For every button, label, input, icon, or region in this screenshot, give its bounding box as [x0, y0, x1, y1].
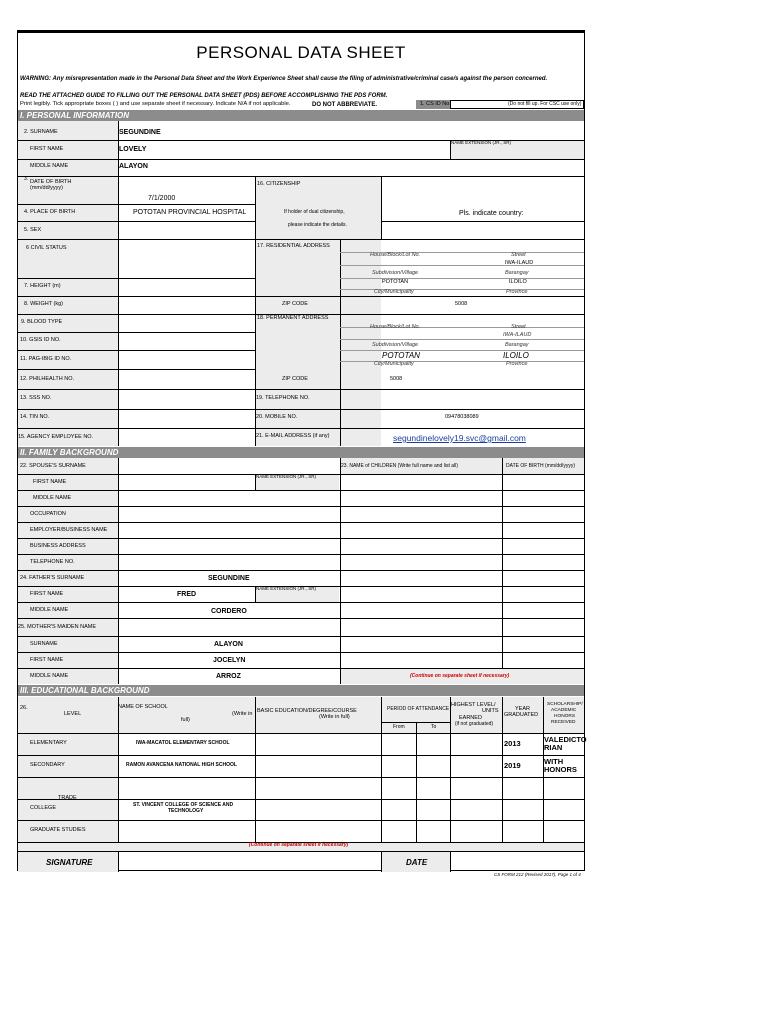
res-barangay-label: Barangay: [505, 270, 529, 276]
education-year-elementary[interactable]: 2013: [504, 739, 521, 748]
perm-city-label: City/Municipality: [374, 361, 414, 367]
education-level-graduate: GRADUATE STUDIES: [30, 827, 86, 833]
education-level-elementary: ELEMENTARY: [30, 740, 67, 746]
mother-first-name-value[interactable]: JOCELYN: [213, 657, 246, 664]
education-honor-elementary-1[interactable]: VALEDICTO: [544, 735, 587, 744]
first-name-value[interactable]: LOVELY: [119, 146, 147, 153]
print-legibly-text: Print legibly. Tick appropriate boxes ( ) and use separate sheet if necessary. Indicate N/A if not applicable.: [20, 101, 291, 107]
father-first-name-label: FIRST NAME: [30, 591, 64, 597]
date-label: DATE: [406, 858, 428, 867]
mobile-label: 20. MOBILE NO.: [256, 414, 298, 420]
dual-citizenship-note-1: If holder of dual citizenship,: [284, 209, 345, 215]
spouse-surname-label: 22. SPOUSE'S SURNAME: [20, 463, 86, 469]
perm-province-value[interactable]: ILOILO: [503, 351, 529, 360]
perm-barangay-label: Barangay: [505, 342, 529, 348]
perm-province-label: Province: [506, 361, 528, 367]
highest-level-4: (if not graduated): [455, 721, 494, 727]
middle-name-value[interactable]: ALAYON: [119, 163, 148, 170]
name-extension-label: NAME EXTENSION (JR., SR): [451, 140, 512, 145]
mother-surname-label: SURNAME: [30, 641, 58, 647]
do-not-abbreviate: DO NOT ABBREVIATE.: [312, 102, 378, 108]
highest-level-2: UNITS: [482, 708, 499, 714]
read-guide-text: READ THE ATTACHED GUIDE TO FILLING OUT THE PERSONAL DATA SHEET (PDS) BEFORE ACCOMPLISHING THE PDS FORM.: [20, 93, 388, 99]
father-surname-label: 24. FATHER'S SURNAME: [20, 575, 85, 581]
agency-employee-label: 15. AGENCY EMPLOYEE NO.: [18, 434, 94, 440]
father-middle-name-value[interactable]: CORDERO: [211, 608, 247, 615]
res-street-label: Street: [511, 252, 526, 258]
perm-street-label: Street: [511, 324, 526, 330]
family-label-column: [18, 458, 118, 684]
cs-id-note: (Do not fill up. For CSC use only): [508, 101, 582, 107]
education-level-column: [18, 733, 118, 842]
level-header: LEVEL: [64, 711, 82, 717]
signature-field[interactable]: [119, 852, 381, 872]
school-header-c: full): [181, 717, 190, 723]
to-header: To: [431, 724, 437, 730]
course-header: BASIC EDUCATION/DEGREE/COURSE: [257, 708, 357, 714]
perm-city-value[interactable]: POTOTAN: [382, 351, 420, 360]
weight-label: 8. WEIGHT (kg): [24, 301, 64, 307]
education-school-elementary[interactable]: IWA-MACATOL ELEMENTARY SCHOOL: [136, 740, 230, 746]
highest-level-1: HIGHEST LEVEL/: [451, 702, 496, 708]
education-level-trade-clip: [18, 793, 118, 799]
tin-label: 14. TIN NO.: [20, 414, 50, 420]
indicate-country: Pls. indicate country:: [459, 210, 524, 217]
education-continue-note: (Continue on separate sheet if necessary): [249, 842, 349, 848]
form-id-footer: CS FORM 212 (Revised 2017), Page 1 of 4: [494, 872, 581, 877]
dob-format: (mm/dd/yyyy): [30, 185, 63, 191]
section-personal-information: I. PERSONAL INFORMATION: [18, 110, 584, 121]
perm-zip-value[interactable]: 5008: [390, 376, 403, 382]
year-graduated-1: YEAR: [515, 706, 530, 712]
surname-value[interactable]: SEGUNDINE: [119, 129, 161, 136]
res-barangay-value[interactable]: IWA-ILAUD: [505, 260, 534, 266]
father-name-ext-label: NAME EXTENSION (JR., SR): [256, 586, 317, 591]
scholarship-1: SCHOLARSHIP/: [547, 702, 583, 707]
civil-status-label: 6 CIVIL STATUS: [26, 245, 67, 251]
telephone-label: 19. TELEPHONE NO.: [256, 395, 310, 401]
school-header: NAME OF SCHOOL: [118, 704, 168, 710]
email-value[interactable]: segundinelovely19.svc@gmail.com: [393, 433, 526, 443]
children-label: 23. NAME of CHILDREN (Write full name and list all): [341, 463, 458, 469]
mobile-value[interactable]: 09478038089: [445, 414, 479, 420]
education-level-college: COLLEGE: [30, 805, 56, 811]
res-city-value[interactable]: POTOTAN: [382, 279, 409, 285]
cs-id-label: 1. CS ID No.: [420, 101, 451, 107]
page-title: PERSONAL DATA SHEET: [196, 43, 406, 62]
education-year-secondary[interactable]: 2019: [504, 761, 521, 770]
father-surname-value[interactable]: SEGUNDINE: [208, 575, 250, 582]
citizenship-label: 16. CITIZENSHIP: [257, 181, 301, 187]
family-continue-note: (Continue on separate sheet if necessary): [410, 673, 510, 679]
res-city-label: City/Municipality: [374, 289, 414, 295]
year-graduated-2: GRADUATED: [504, 712, 539, 718]
res-zip-value[interactable]: 5008: [455, 301, 468, 307]
course-header-b: (Write in full): [319, 714, 350, 720]
height-label: 7. HEIGHT (m): [24, 283, 61, 289]
education-honor-elementary-2[interactable]: RIAN: [544, 743, 563, 752]
mother-middle-name-value[interactable]: ARROZ: [216, 673, 241, 680]
mother-first-name-label: FIRST NAME: [30, 657, 64, 663]
sss-label: 13. SSS NO.: [20, 395, 52, 401]
dob-number: 3.: [24, 176, 29, 182]
perm-house-label: House/Block/Lot No.: [370, 324, 421, 330]
section-educational-background: III. EDUCATIONAL BACKGROUND: [18, 685, 584, 696]
employer-label: EMPLOYER/BUSINESS NAME: [30, 527, 108, 533]
perm-zip-label: ZIP CODE: [282, 376, 308, 382]
dob-label: DATE OF BIRTH: [30, 179, 72, 185]
from-header: From: [393, 724, 405, 730]
signature-label: SIGNATURE: [46, 858, 93, 867]
education-school-college-2[interactable]: TECHNOLOGY: [168, 808, 204, 814]
father-middle-name-label: MIDDLE NAME: [30, 607, 69, 613]
blood-type-label: 9. BLOOD TYPE: [21, 319, 63, 325]
education-number: 26.: [20, 705, 28, 711]
dual-citizenship-note-2: please indicate the details.: [288, 222, 347, 228]
pagibig-label: 11. PAG-IBIG ID NO.: [20, 356, 72, 362]
education-honor-secondary-2[interactable]: HONORS: [544, 765, 577, 774]
res-house-label: House/Block/Lot No.: [370, 252, 421, 258]
mother-surname-value[interactable]: ALAYON: [214, 641, 243, 648]
personal-data-sheet-form: [17, 30, 585, 871]
surname-label: 2. SURNAME: [24, 129, 58, 135]
education-school-college-1[interactable]: ST. VINCENT COLLEGE OF SCIENCE AND: [133, 802, 234, 808]
res-subdivision-label: Subdivision/Village: [372, 270, 419, 276]
res-province-label: Province: [506, 289, 528, 295]
citizenship-label-column: [255, 176, 381, 446]
middle-name-label: MIDDLE NAME: [30, 163, 69, 169]
residential-address-label: 17. RESIDENTIAL ADDRESS: [257, 243, 330, 249]
school-header-b: (Write in: [232, 711, 253, 717]
education-school-secondary[interactable]: RAMON AVANCENA NATIONAL HIGH SCHOOL: [126, 762, 237, 768]
education-honor-secondary-1[interactable]: WITH: [544, 757, 564, 766]
occupation-label: OCCUPATION: [30, 511, 66, 517]
highest-level-3: EARNED: [459, 715, 482, 721]
perm-barangay-value[interactable]: IWA-ILAUD: [503, 332, 532, 338]
scholarship-4: RECEIVED: [551, 720, 576, 725]
place-of-birth-label: 4. PLACE OF BIRTH: [24, 209, 76, 215]
date-field[interactable]: [451, 852, 584, 872]
period-header: PERIOD OF ATTENDANCE: [387, 706, 450, 712]
mother-middle-name-label: MIDDLE NAME: [30, 673, 69, 679]
sex-label: 5. SEX: [24, 227, 42, 233]
perm-subdivision-label: Subdivision/Village: [372, 342, 419, 348]
res-province-value[interactable]: ILOILO: [509, 279, 527, 285]
education-level-trade: TRADE: [58, 795, 77, 799]
mother-maiden-name-label: 25. MOTHER'S MAIDEN NAME: [18, 624, 97, 630]
philhealth-label: 12. PHILHEALTH NO.: [20, 376, 74, 382]
spouse-telephone-label: TELEPHONE NO.: [30, 559, 75, 565]
father-first-name-value[interactable]: FRED: [177, 591, 197, 598]
education-level-secondary: SECONDARY: [30, 762, 65, 768]
spouse-name-ext-label: NAME EXTENSION (JR., SR): [256, 474, 317, 479]
first-name-label: FIRST NAME: [30, 146, 64, 152]
section-family-background: II. FAMILY BACKGROUND: [18, 447, 584, 458]
permanent-address-label: 18. PERMANENT ADDRESS: [257, 315, 329, 321]
scholarship-2: ACADEMIC: [551, 708, 577, 713]
children-dob-label: DATE OF BIRTH (mm/dd/yyyy): [506, 463, 575, 469]
place-of-birth-value[interactable]: POTOTAN PROVINCIAL HOSPITAL: [133, 209, 247, 216]
education-header-row: [18, 697, 584, 733]
business-address-label: BUSINESS ADDRESS: [30, 543, 86, 549]
gsis-label: 10. GSIS ID NO.: [20, 337, 61, 343]
spouse-middle-name-label: MIDDLE NAME: [33, 495, 72, 501]
dob-value[interactable]: 7/1/2000: [148, 195, 176, 202]
spouse-first-name-label: FIRST NAME: [33, 479, 67, 485]
res-zip-label: ZIP CODE: [282, 301, 308, 307]
scholarship-3: HONORS: [554, 714, 576, 719]
warning-text: WARNING: Any misrepresentation made in the Personal Data Sheet and the Work Experience Sheet shall cause the filing of administrative/criminal case/s against the person concerned.: [20, 76, 548, 82]
email-label: 21. E-MAIL ADDRESS (if any): [256, 433, 330, 439]
